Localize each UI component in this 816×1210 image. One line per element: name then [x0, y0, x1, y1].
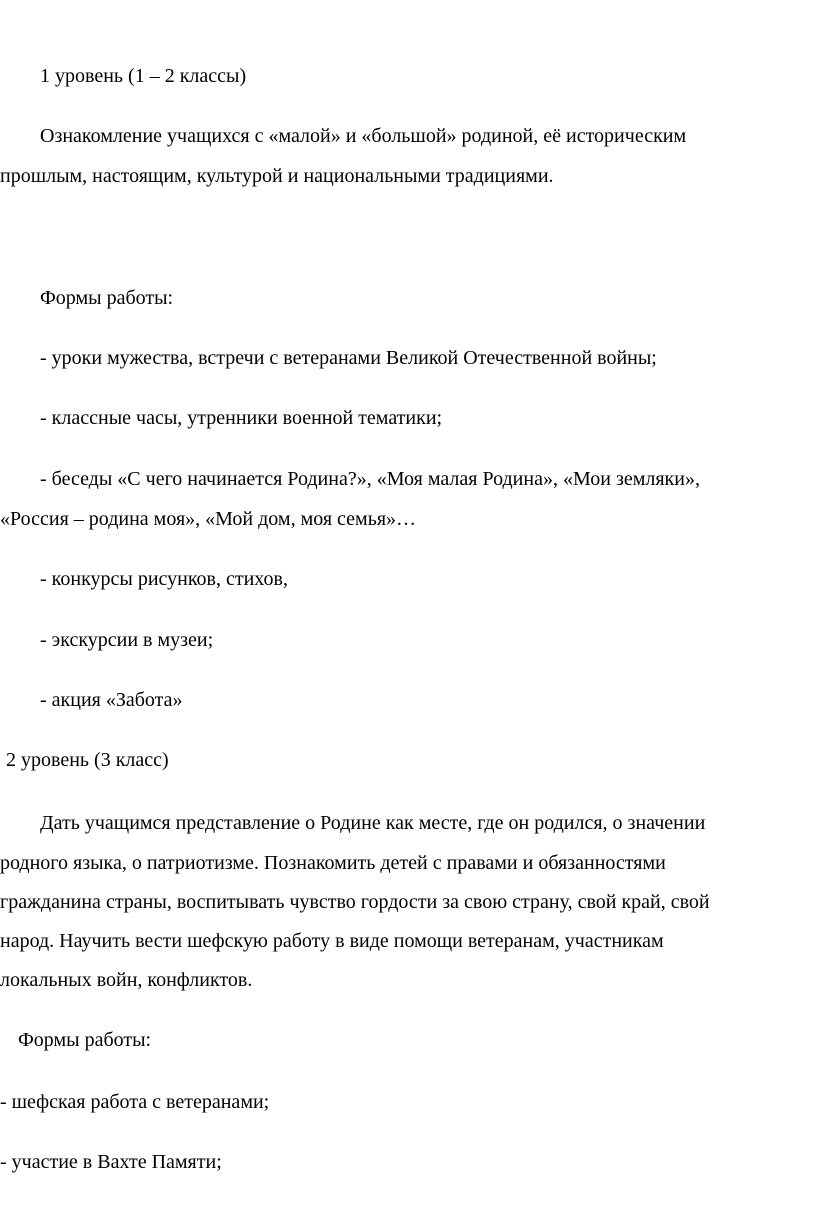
level2-goal-line: гражданина страны, воспитывать чувство гордости за свою страну, свой край, свой — [0, 891, 710, 913]
level1-form-item: - конкурсы рисунков, стихов, — [40, 568, 288, 590]
level2-goal-line: народ. Научить вести шефскую работу в виде помощи ветеранам, участникам — [0, 930, 664, 952]
level1-form-item: - акция «Забота» — [40, 689, 183, 711]
level1-goal-line-2: прошлым, настоящим, культурой и национальными традициями. — [0, 165, 554, 187]
level1-form-item-continued: «Россия – родина моя», «Мой дом, моя семья»… — [0, 508, 417, 530]
level2-form-item: - шефская работа с ветеранами; — [0, 1091, 270, 1113]
level1-form-item: - классные часы, утренники военной тематики; — [40, 407, 443, 429]
level1-form-item: - уроки мужества, встречи с ветеранами Великой Отечественной войны; — [40, 347, 657, 369]
level2-goal-line: локальных войн, конфликтов. — [0, 969, 253, 991]
level2-heading: 2 уровень (3 класс) — [6, 749, 169, 771]
level1-form-item: - беседы «С чего начинается Родина?», «Моя малая Родина», «Мои земляки», — [40, 468, 700, 490]
level2-form-item: - участие в Вахте Памяти; — [0, 1151, 222, 1173]
level2-goal-line: родного языка, о патриотизме. Познакомить детей с правами и обязанностями — [0, 852, 666, 874]
level1-heading: 1 уровень (1 – 2 классы) — [40, 65, 247, 87]
level2-goal-line: Дать учащимся представление о Родине как месте, где он родился, о значении — [40, 812, 706, 834]
level1-forms-heading: Формы работы: — [40, 287, 174, 309]
level1-form-item: - экскурсии в музеи; — [40, 629, 214, 651]
level1-goal-line-1: Ознакомление учащихся с «малой» и «большой» родиной, её историческим — [40, 125, 687, 147]
level2-forms-heading: Формы работы: — [18, 1029, 152, 1051]
